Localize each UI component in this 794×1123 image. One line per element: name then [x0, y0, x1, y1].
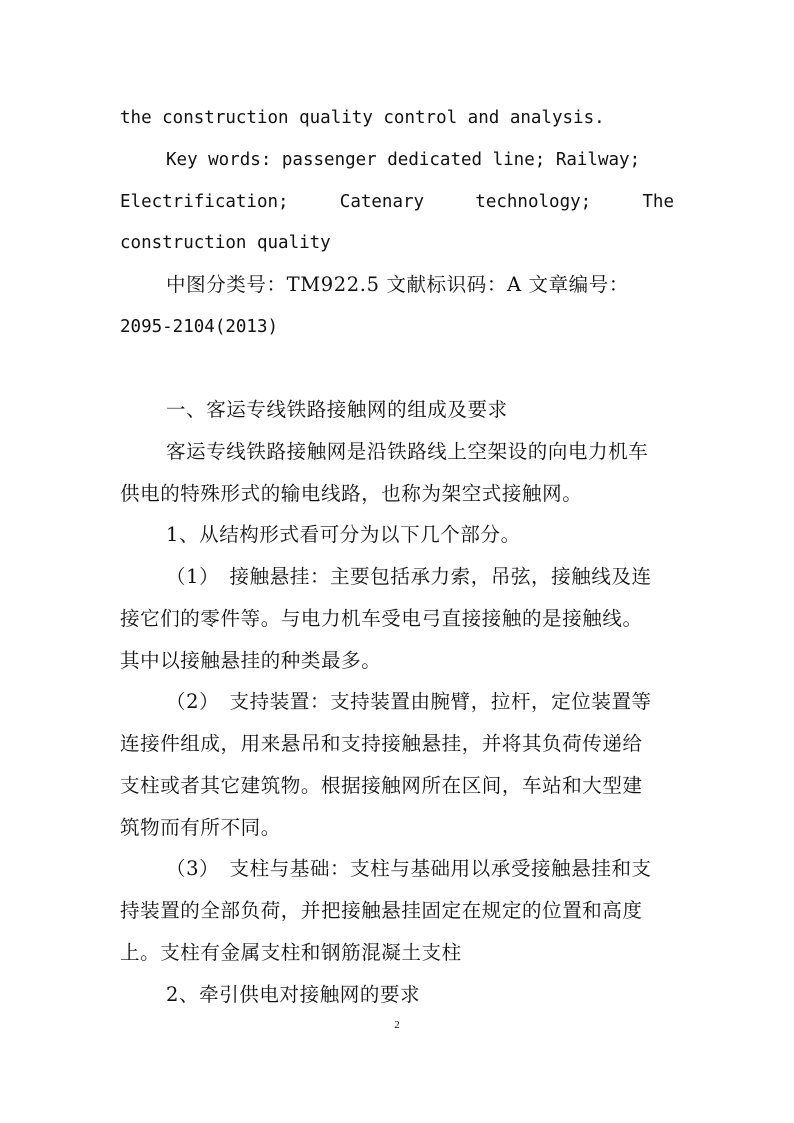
- paragraph-line: 持装置的全部负荷，并把接触悬挂固定在规定的位置和高度: [120, 899, 643, 922]
- keyword-part: technology;: [475, 192, 592, 212]
- paragraph-line: 支柱或者其它建筑物。根据接触网所在区间，车站和大型建: [120, 774, 643, 797]
- paragraph-line: 接它们的零件等。与电力机车受电弓直接接触的是接触线。: [120, 607, 643, 630]
- intro-line: 供电的特殊形式的输电线路，也称为架空式接触网。: [120, 482, 583, 505]
- paragraph-line: 上。支柱有金属支柱和钢筋混凝土支柱: [120, 941, 462, 964]
- keyword-part: The: [642, 192, 674, 212]
- keyword-part: Catenary: [339, 192, 425, 212]
- abstract-tail: the construction quality control and analysis.: [120, 108, 605, 128]
- paragraph-line: 连接件组成，用来悬吊和支持接触悬挂，并将其负荷传递给: [120, 732, 643, 755]
- page-number: 2: [394, 1019, 400, 1031]
- item-2-heading: 2、牵引供电对接触网的要求: [166, 983, 421, 1006]
- classification-line-2: 2095-2104(2013): [120, 317, 279, 337]
- classification-line-1: 中图分类号：TM922.5 文献标识码：A 文章编号：: [166, 273, 629, 296]
- intro-line: 客运专线铁路接触网是沿铁路线上空架设的向电力机车: [166, 440, 649, 463]
- paragraph-line: 筑物而有所不同。: [120, 816, 281, 839]
- keyword-part: Electrification;: [120, 192, 289, 212]
- paragraph-line: 其中以接触悬挂的种类最多。: [120, 649, 382, 672]
- paragraph-line: （2） 支持装置：支持装置由腕臂，拉杆，定位装置等: [166, 690, 652, 713]
- keywords-line-3: construction quality: [120, 233, 331, 253]
- paragraph-line: （1） 接触悬挂：主要包括承力索，吊弦，接触线及连: [166, 565, 652, 588]
- keywords-line-1: Key words: passenger dedicated line; Railway;: [166, 150, 641, 170]
- keywords-line-2: [120, 190, 674, 214]
- section-heading: 一、客运专线铁路接触网的组成及要求: [166, 398, 508, 421]
- item-1-heading: 1、从结构形式看可分为以下几个部分。: [166, 523, 521, 546]
- paragraph-line: （3） 支柱与基础：支柱与基础用以承受接触悬挂和支: [166, 857, 652, 880]
